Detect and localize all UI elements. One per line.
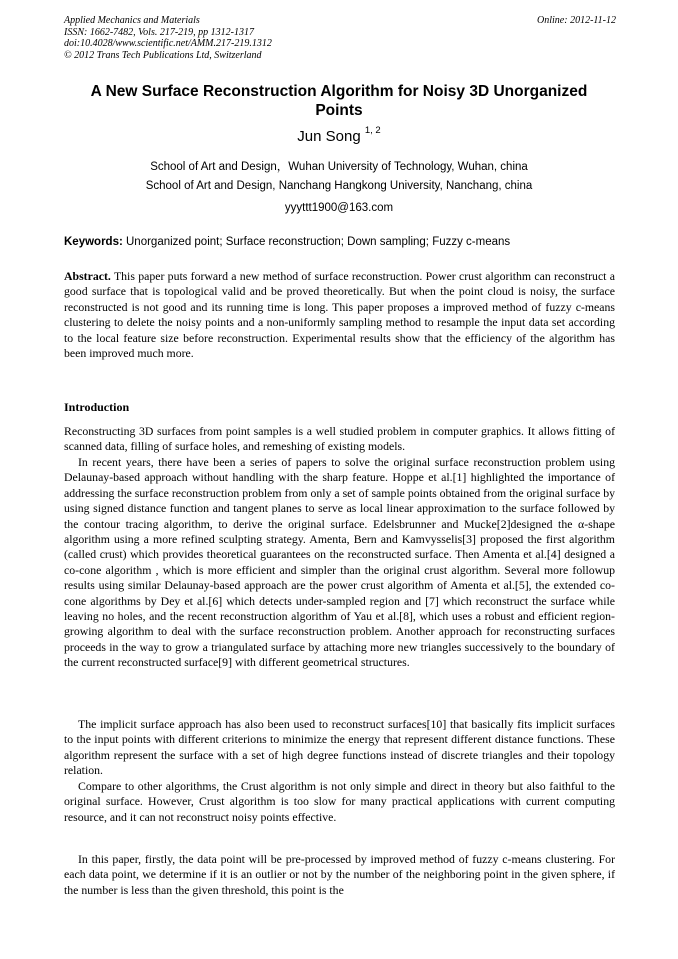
journal-header [64, 15, 616, 61]
author-email: yyyttt1900@163.com [284, 202, 394, 214]
copyright-line: © 2012 Trans Tech Publications Ltd, Switzerland [64, 49, 262, 61]
intro-paragraph-1: Reconstructing 3D surfaces from point samples is a well studied problem in computer graphics. It allows fitting of scanned data, filling of surface holes, and remeshing of existing models. [64, 424, 615, 454]
author-name: Jun Song [297, 128, 361, 145]
issn-line: ISSN: 1662-7482, Vols. 217-219, pp 1312-1317 [64, 26, 254, 38]
author-affiliation-marks: 1, 2 [364, 125, 381, 136]
keywords-text: Unorganized point; Surface reconstruction; Down sampling; Fuzzy c-means [126, 236, 511, 248]
affiliation-2: School of Art and Design, Nanchang Hangkong University, Nanchang, china [145, 180, 533, 192]
keywords [64, 236, 624, 248]
affiliation-1: School of Art and Design，Wuhan University of Technology, Wuhan, china [150, 161, 528, 173]
online-date: Online: 2012-11-12 [537, 15, 616, 26]
paper-title: A New Surface Reconstruction Algorithm for Noisy 3D Unorganized Points [90, 83, 588, 119]
keywords-label: Keywords: [64, 236, 123, 248]
section-heading-introduction: Introduction [64, 400, 130, 414]
abstract [64, 269, 615, 361]
abstract-label: Abstract. [64, 269, 111, 283]
journal-name: Applied Mechanics and Materials [64, 15, 200, 26]
intro-paragraph-2: In recent years, there have been a series of papers to solve the original surface reconstruction problem using Delaunay-based approach without handling with the sharp feature. Hoppe et al.[1] highlighted the importance of addressing the surface reconstruction problem from only a set of sample points obtained from the original surface by using signed distance function and tangent planes to serve as local linear approximation to the surface followed by the contour tracing algorithm, to derive the original surface. Edelsbrunner and Mucke[2]designed the α-shape algorithm using a more refined sculpting strategy. Amenta, Bern and Kamvysselis[3] proposed the first algorithm (called crust) which provides theoretical guarantees on the reconstructed surface. Then Amenta et al.[4] designed a co-cone algorithm , which is more efficient and simpler than the original crust algorithm. Several more followup results using similar Delaunay-based approach are the power crust algorithm of Amenta et al.[5], the extended co-cone algorithms by Dey et al.[6] which detects under-sampled region and [7] which reconstruct the surface while leaving no holes, and the recent reconstruction algorithm of Yau et al.[8], which uses a robust and efficient region-growing algorithm to deal with the surface reconstruction problem. Another approach for reconstructing surfaces proceeds in the way to grow a triangulated surface by attaching more new triangles successively to the boundary of the current reconstructed surface[9] with different geometrical structures. [64, 455, 615, 670]
abstract-text: This paper puts forward a new method of surface reconstruction. Power crust algorithm can reconstruct a good surface that is topological valid and be proved theoretically. But when the point cloud is noisy, the surface reconstructed is not good and its running time is long. This paper proposes a improved method of fuzzy c-means clustering to delete the noisy points and a non-uniformly sampling method to resample the input data set according to the local feature size before reconstruction. Experimental results show that the efficiency of the algorithm has been improved much more. [64, 269, 615, 361]
intro-paragraph-5: In this paper, firstly, the data point will be pre-processed by improved method of fuzzy c-means clustering. For each data point, we determine if it is an outlier or not by the number of the neighboring point in the given sphere, if the number is less than the given threshold, this point is the [64, 852, 615, 897]
intro-paragraph-4: Compare to other algorithms, the Crust algorithm is not only simple and direct in theory but also faithful to the original surface. However, Crust algorithm is too slow for many practical applications with current computing resource, and it can not reconstruct noisy points effective. [64, 779, 615, 824]
author-line [0, 125, 678, 145]
doi-line: doi:10.4028/www.scientific.net/AMM.217-219.1312 [64, 38, 272, 49]
intro-paragraph-3: The implicit surface approach has also been used to reconstruct surfaces[10] that basically fits implicit surfaces to the input points with different criterions to minimize the energy that represent different distance functions. These algorithm represent the surface with a set of high degree functions instead of discrete triangles and their topology relation. [64, 717, 615, 778]
